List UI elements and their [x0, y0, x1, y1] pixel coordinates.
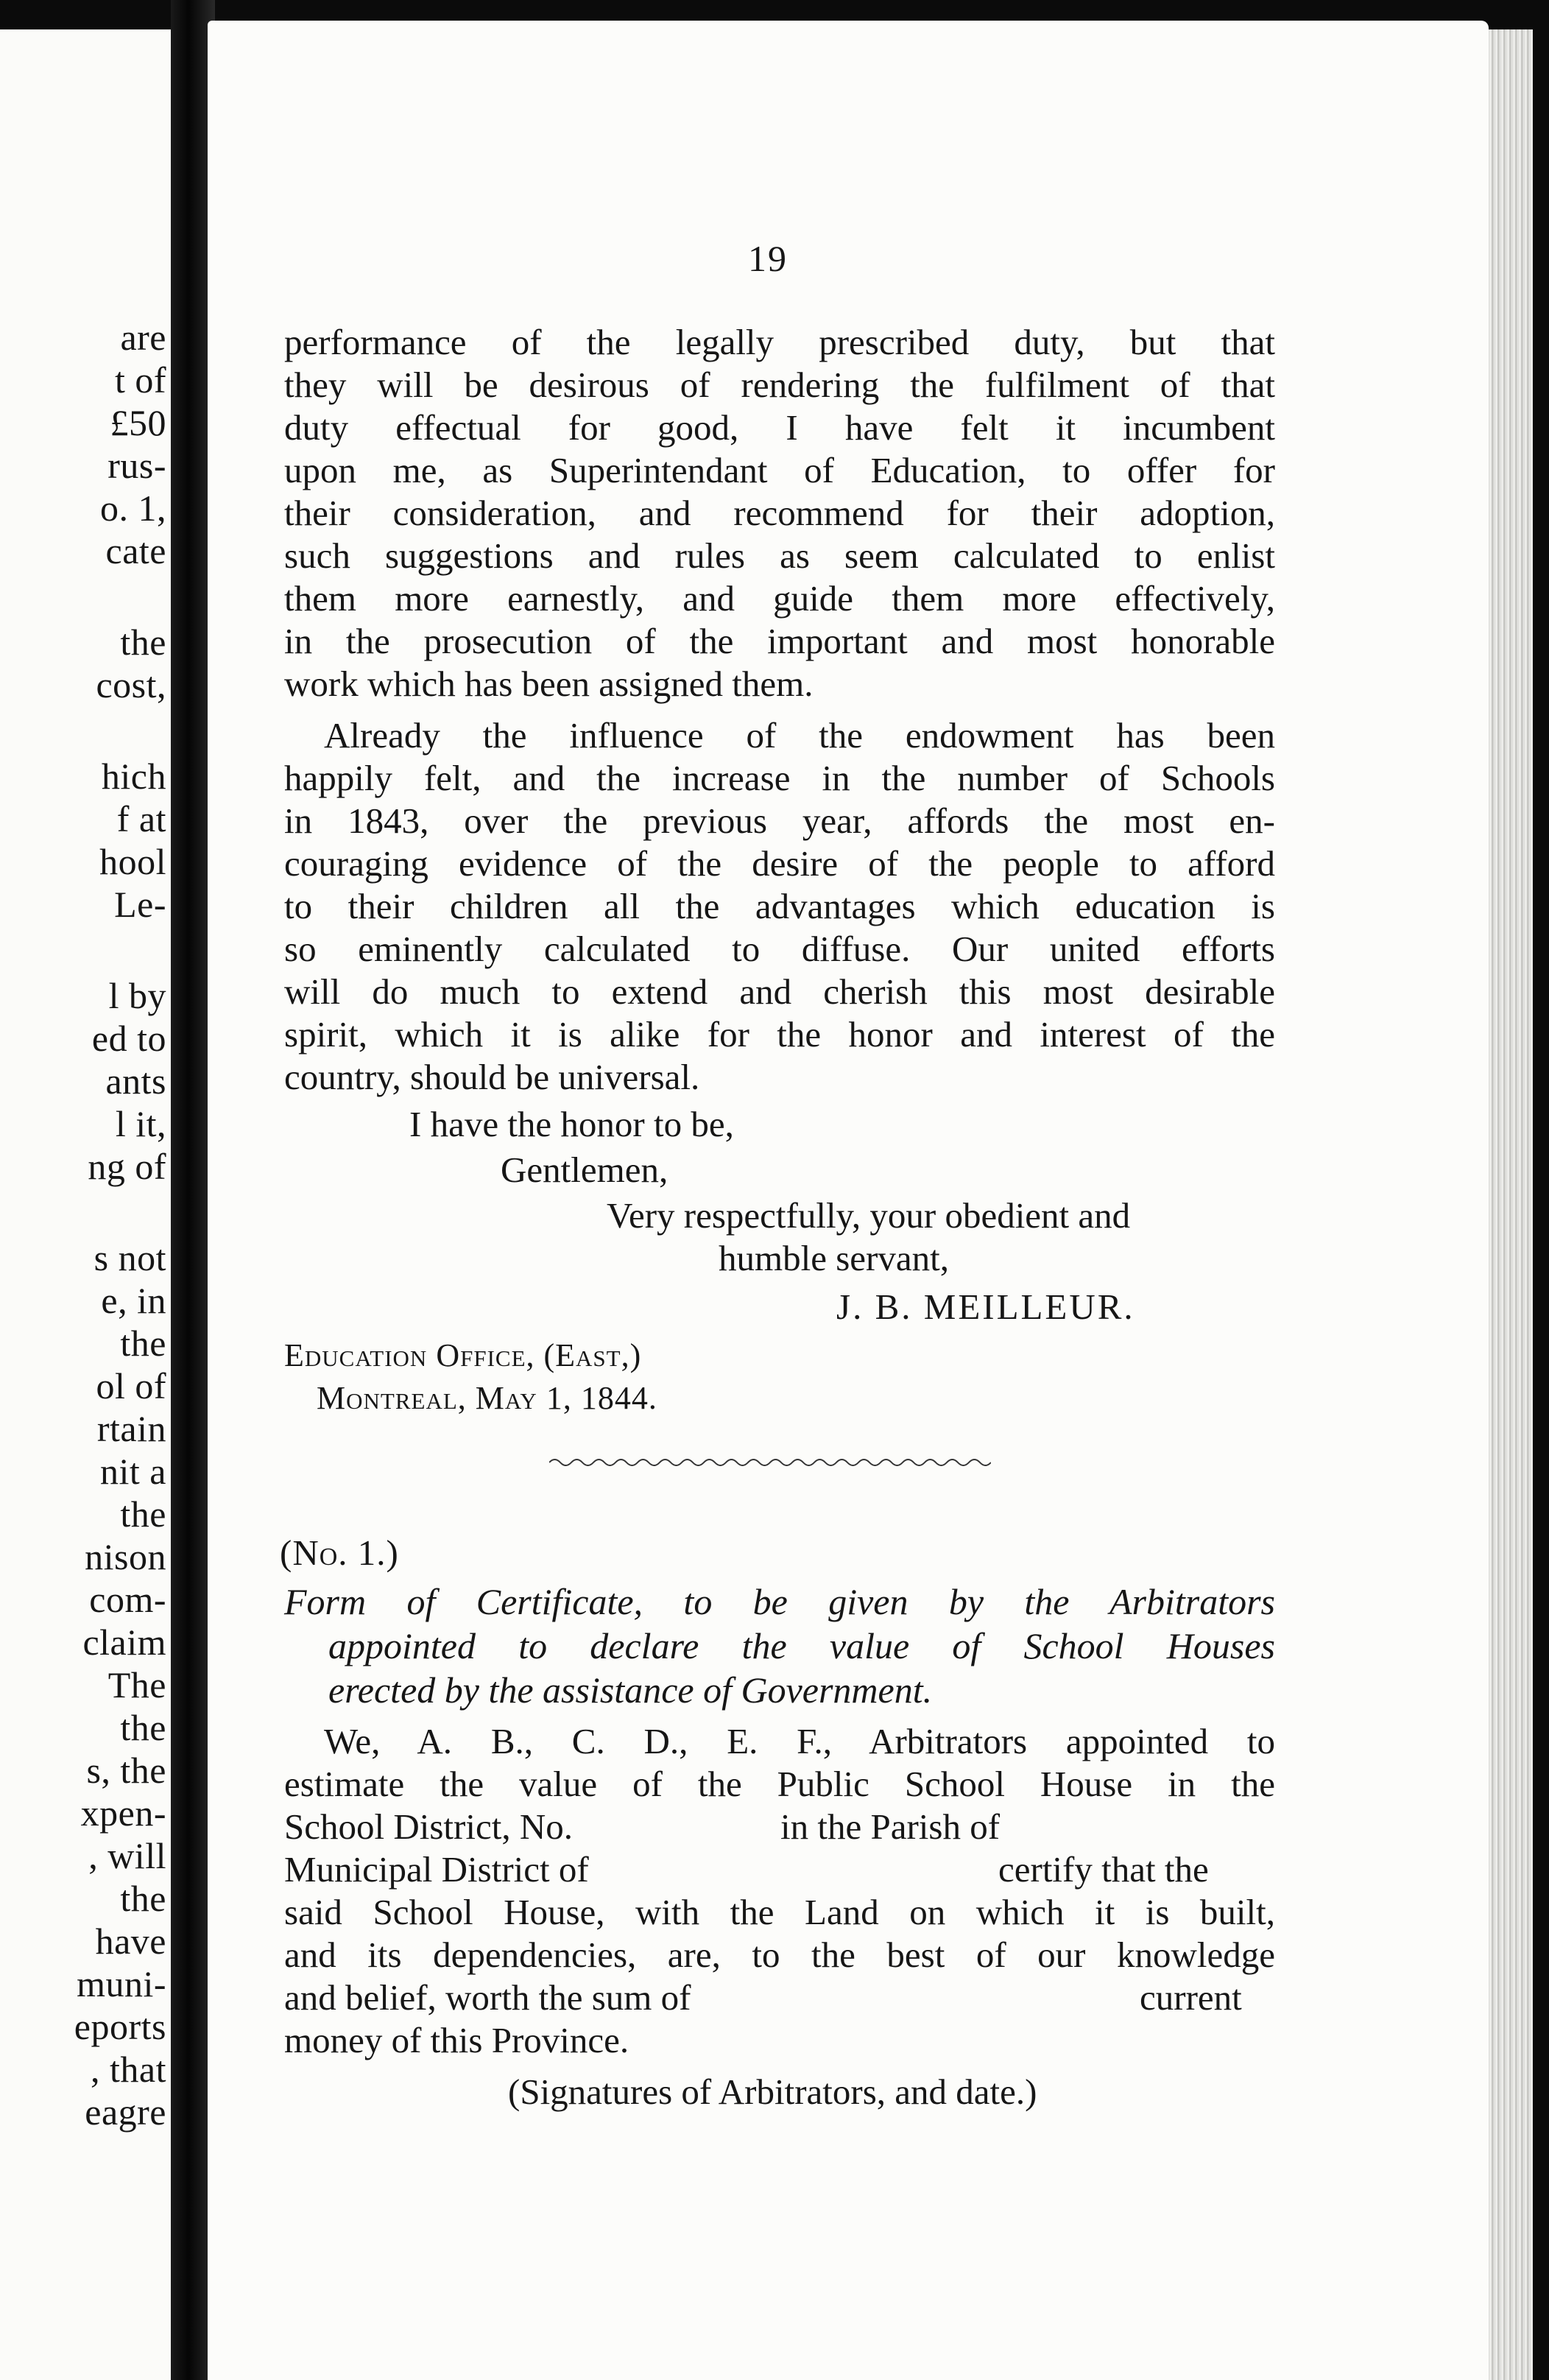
left-fragment: ol of	[96, 1365, 166, 1406]
body-line: such suggestions and rules as seem calculated to enlist	[284, 535, 1275, 576]
dateline-office: Education Office, (East,)	[284, 1337, 642, 1373]
form-body-line: estimate the value of the Public School House in the	[284, 1764, 1275, 1804]
left-fragment: are	[120, 317, 166, 358]
body-line: so eminently calculated to diffuse. Our united efforts	[284, 929, 1275, 969]
body-line: in the prosecution of the important and most honorable	[284, 621, 1275, 661]
left-fragment: com-	[89, 1579, 166, 1620]
body-line: upon me, as Superintendant of Education, to offer for	[284, 450, 1275, 490]
signature: J. B. MEILLEUR.	[836, 1286, 1135, 1327]
left-fragment: rtain	[96, 1408, 166, 1449]
form-body-line: We, A. B., C. D., E. F., Arbitrators appointed to	[324, 1721, 1275, 1761]
left-fragment: rus-	[107, 445, 166, 486]
body-line: work which has been assigned them.	[284, 663, 814, 704]
body-line: couraging evidence of the desire of the people to afford	[284, 843, 1275, 884]
body-line: Already the influence of the endowment has been	[324, 715, 1275, 756]
left-fragment: the	[120, 1493, 166, 1535]
body-line: country, should be universal.	[284, 1057, 700, 1097]
scan-border-right	[1533, 0, 1549, 2380]
left-fragment: eports	[74, 2006, 166, 2047]
left-fragment: e, in	[101, 1280, 166, 1321]
body-line: to their children all the advantages which education is	[284, 886, 1275, 926]
left-fragment: ng of	[88, 1146, 166, 1187]
body-line: duty effectual for good, I have felt it incumbent	[284, 407, 1275, 448]
left-fragment: hool	[99, 841, 166, 882]
body-line: happily felt, and the increase in the number of Schools	[284, 758, 1275, 798]
form-title-line: Form of Certificate, to be given by the Arbitrators	[284, 1581, 1275, 1622]
left-fragment: nit a	[100, 1451, 166, 1492]
left-fragment: £50	[110, 402, 166, 443]
scan-border-top	[0, 0, 1549, 21]
left-fragment: cate	[105, 530, 166, 571]
left-fragment: eagre	[85, 2091, 166, 2133]
form-body-fragment: School District, No.	[284, 1806, 573, 1847]
left-fragment: t of	[114, 359, 166, 401]
closing-salutation: Gentlemen,	[501, 1149, 668, 1190]
left-fragment: l it,	[115, 1103, 166, 1144]
left-fragment: Le-	[114, 884, 166, 925]
page-number: 19	[748, 238, 788, 279]
decorative-wavy-rule	[549, 1455, 991, 1470]
body-line: in 1843, over the previous year, affords the most en-	[284, 800, 1275, 841]
left-fragment: , will	[88, 1835, 166, 1876]
form-body-fragment: Municipal District of	[284, 1849, 589, 1890]
closing-line: I have the honor to be,	[409, 1104, 734, 1144]
form-body-line: money of this Province.	[284, 2020, 629, 2060]
left-fragment: s, the	[86, 1750, 166, 1791]
dateline-place-date: Montreal, May 1, 1844.	[317, 1380, 657, 1416]
left-fragment: the	[120, 1323, 166, 1364]
body-line: will do much to extend and cherish this most desirable	[284, 971, 1275, 1012]
left-fragment: ed to	[91, 1018, 166, 1059]
form-number: (No. 1.)	[280, 1532, 399, 1573]
form-title-line: appointed to declare the value of School Houses	[328, 1625, 1275, 1666]
left-fragment: muni-	[77, 1963, 166, 2004]
form-body-fragment: current	[1140, 1977, 1242, 2018]
body-line: their consideration, and recommend for their adoption,	[284, 493, 1275, 533]
left-fragment: o. 1,	[100, 487, 166, 529]
left-fragment: have	[95, 1920, 166, 1962]
left-fragment: ants	[105, 1060, 166, 1102]
form-body-fragment: certify that the	[998, 1849, 1209, 1890]
page-edges	[1489, 29, 1533, 2380]
form-title-line: erected by the assistance of Government.	[328, 1669, 933, 1711]
body-line: they will be desirous of rendering the fulfilment of that	[284, 365, 1275, 405]
closing-line: Very respectfully, your obedient and	[607, 1195, 1131, 1236]
closing-line: humble servant,	[719, 1238, 949, 1278]
body-line: performance of the legally prescribed duty, but that	[284, 322, 1275, 362]
left-fragment: cost,	[96, 664, 166, 705]
left-fragment: s not	[93, 1237, 166, 1278]
left-fragment: The	[107, 1664, 166, 1705]
left-fragment: xpen-	[80, 1792, 166, 1834]
left-fragment: nison	[85, 1536, 166, 1577]
left-facing-page	[0, 29, 171, 2380]
left-fragment: hich	[101, 756, 166, 797]
left-fragment: the	[120, 622, 166, 663]
left-fragment: the	[120, 1707, 166, 1748]
form-signatures-note: (Signatures of Arbitrators, and date.)	[508, 2071, 1037, 2112]
form-body-line: and its dependencies, are, to the best of our knowledge	[284, 1934, 1275, 1975]
left-fragment: l by	[108, 975, 166, 1016]
body-line: spirit, which it is alike for the honor and interest of the	[284, 1014, 1275, 1055]
left-fragment: , that	[91, 2049, 166, 2090]
left-fragment: f at	[116, 798, 166, 839]
form-body-fragment: in the Parish of	[780, 1806, 1001, 1847]
left-fragment: the	[120, 1878, 166, 1919]
left-fragment: claim	[82, 1622, 166, 1663]
body-line: them more earnestly, and guide them more effectively,	[284, 578, 1275, 619]
form-body-line: said School House, with the Land on which it is built,	[284, 1892, 1275, 1932]
form-body-fragment: and belief, worth the sum of	[284, 1977, 691, 2018]
